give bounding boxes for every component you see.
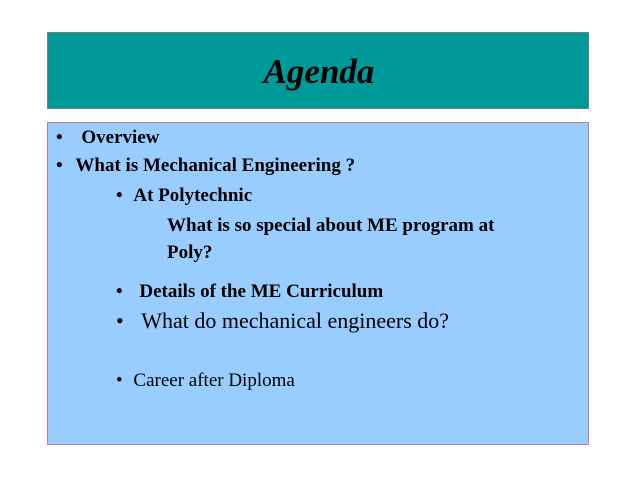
sub-sub-item-special-line1: What is so special about ME program at	[167, 215, 495, 236]
sub-item-what-do	[116, 309, 449, 333]
list-item-label: At Polytechnic	[133, 185, 253, 206]
bullet-icon: •	[56, 155, 63, 176]
list-item-label: Overview	[81, 127, 160, 148]
list-item-what-is-me	[56, 154, 355, 178]
bullet-icon: •	[116, 185, 123, 206]
list-item-overview	[56, 126, 159, 150]
sub-sub-item-special-line2: Poly?	[167, 242, 213, 263]
list-item-label: Details of the ME Curriculum	[139, 281, 384, 302]
sub-item-at-polytechnic	[116, 184, 252, 208]
list-item-label: What is Mechanical Engineering ?	[75, 155, 356, 176]
bullet-icon: •	[116, 281, 123, 302]
bullet-icon: •	[116, 370, 123, 391]
sub-item-career	[116, 369, 295, 393]
slide-title: Agenda	[263, 52, 375, 91]
bullet-icon: •	[116, 308, 124, 333]
list-item-label: Career after Diploma	[133, 370, 295, 391]
sub-item-details	[116, 280, 383, 304]
bullet-icon: •	[56, 127, 63, 148]
list-item-label: What do mechanical engineers do?	[141, 308, 450, 333]
